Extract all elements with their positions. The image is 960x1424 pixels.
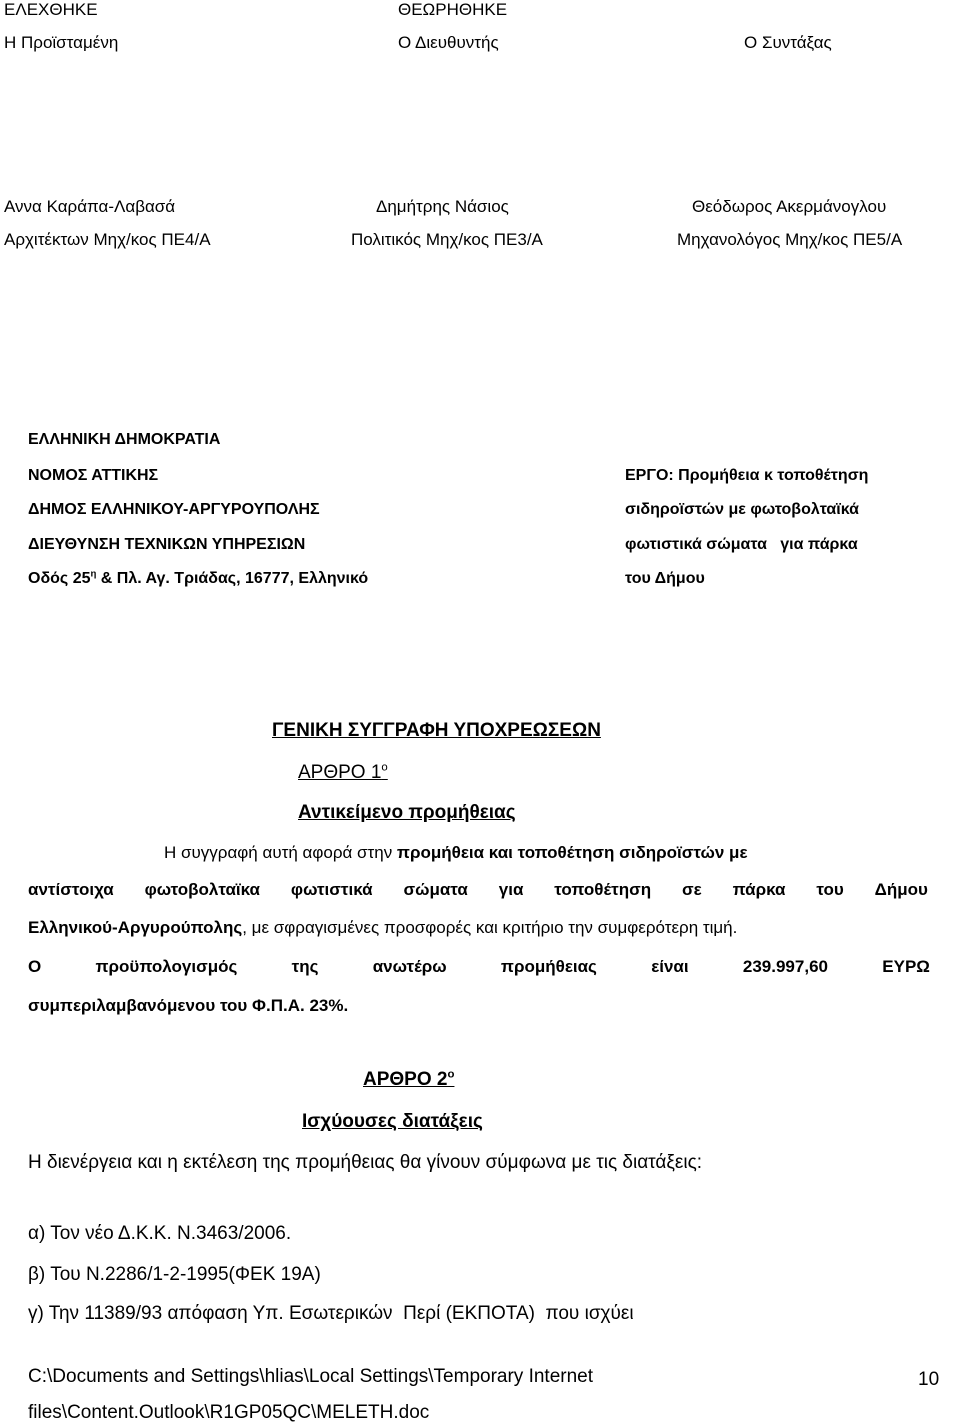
footer-path-line-2: files\Content.Outlook\R1GP05QC\MELETH.doc <box>28 1402 430 1423</box>
p2-line1-word: Ο <box>28 957 42 976</box>
signatory-name-center: Δημήτρης Νάσιος <box>376 197 509 216</box>
paragraph-1-line-2 <box>28 880 928 900</box>
article-1-subtitle: Αντικείμενο προμήθειας <box>298 802 516 823</box>
p2-line1-word: ΕΥΡΩ <box>882 957 930 976</box>
list-item: α) Τον νέο Δ.Κ.Κ. Ν.3463/2006. <box>28 1223 292 1244</box>
p1-line2-word: σε <box>681 880 702 899</box>
project-line-4: του Δήμου <box>625 570 705 587</box>
org-line-1: ΕΛΛΗΝΙΚΗ ΔΗΜΟΚΡΑΤΙΑ <box>28 431 221 448</box>
org-line-4: ΔΙΕΥΘΥΝΣΗ ΤΕΧΝΙΚΩΝ ΥΠΗΡΕΣΙΩΝ <box>28 536 306 553</box>
p1-line2-word: φωτοβολταϊκα <box>144 880 261 899</box>
org-line-3: ΔΗΜΟΣ ΕΛΛΗΝΙΚΟΥ-ΑΡΓΥΡΟΥΠΟΛΗΣ <box>28 501 320 518</box>
paragraph-2-line-1 <box>28 957 930 977</box>
article-2-heading <box>363 1069 454 1091</box>
main-title: ΓΕΝΙΚΗ ΣΥΓΓΡΑΦΗ ΥΠΟΧΡΕΩΣΕΩΝ <box>272 720 601 741</box>
p1-line1-normal: Η συγγραφή αυτή αφορά στην <box>164 843 397 862</box>
p1-line2-word: φωτιστικά <box>290 880 373 899</box>
p2-line1-word: είναι <box>651 957 689 976</box>
project-line-1: ΕΡΓΟ: Προμήθεια κ τοποθέτηση <box>625 467 869 484</box>
article-2-label: ΑΡΘΡΟ 2 <box>363 1069 448 1090</box>
p2-line1-word: προμήθειας <box>500 957 597 976</box>
address-superscript: η <box>90 568 97 580</box>
paragraph-2-line-2: συμπεριλαμβανόμενου του Φ.Π.Α. 23%. <box>28 996 349 1015</box>
p1-line2-word: τοποθέτηση <box>554 880 652 899</box>
status-elexthike: ΕΛΕΧΘΗΚΕ <box>4 0 98 19</box>
org-line-2: ΝΟΜΟΣ ΑΤΤΙΚΗΣ <box>28 467 159 484</box>
signatory-title-right: Μηχανολόγος Μηχ/κος ΠΕ5/Α <box>677 230 903 249</box>
paragraph-3: Η διενέργεια και η εκτέλεση της προμήθειας θα γίνουν σύμφωνα με τις διατάξεις: <box>28 1152 703 1173</box>
list-item: β) Του Ν.2286/1-2-1995(ΦΕΚ 19Α) <box>28 1264 321 1285</box>
p2-line1-word: προϋπολογισμός <box>95 957 238 976</box>
p1-line2-word: Δήμου <box>874 880 928 899</box>
article-1-label: ΑΡΘΡΟ 1 <box>298 762 382 783</box>
footer-path-line-1: C:\Documents and Settings\hlias\Local Settings\Temporary Internet <box>28 1366 594 1387</box>
paragraph-1-line-3 <box>28 918 737 938</box>
signatory-title-left: Αρχιτέκτων Μηχ/κος ΠΕ4/Α <box>4 230 211 249</box>
signatory-name-left: Αννα Καράπα-Λαβασά <box>4 197 176 216</box>
paragraph-1-line-1 <box>164 843 748 863</box>
signatory-name-right: Θεόδωρος Ακερμάνογλου <box>692 197 887 216</box>
p1-line1-bold: προμήθεια και τοποθέτηση σιδηροϊστών με <box>396 843 748 862</box>
address-text-pre: Οδός 25 <box>28 570 91 587</box>
list-item: γ) Την 11389/93 απόφαση Υπ. Εσωτερικών Περί (ΕΚΠΟΤΑ) που ισχύει <box>28 1303 634 1324</box>
p1-line3-bold: Ελληνικού-Αργυρούπολης <box>28 918 243 937</box>
article-1-superscript: ο <box>381 761 388 774</box>
p2-line1-word: 239.997,60 <box>742 957 828 976</box>
org-address <box>28 570 368 588</box>
p1-line2-word: του <box>816 880 844 899</box>
role-syntaksas: Ο Συντάξας <box>744 33 832 52</box>
role-proistameni: Η Προϊσταμένη <box>4 33 119 52</box>
article-1-heading <box>298 762 388 784</box>
p1-line2-word: σώματα <box>403 880 468 899</box>
project-line-2: σιδηροϊστών με φωτοβολταϊκά <box>625 501 859 518</box>
p1-line2-word: πάρκα <box>732 880 786 899</box>
p1-line2-word: αντίστοιχα <box>28 880 114 899</box>
signatory-title-center: Πολιτικός Μηχ/κος ΠΕ3/Α <box>351 230 543 249</box>
status-theorithike: ΘΕΩΡΗΘΗΚΕ <box>398 0 508 19</box>
p1-line3-normal: , με σφραγισμένες προσφορές και κριτήριο την συμφερότερη τιμή. <box>242 918 738 937</box>
article-2-subtitle: Ισχύουσες διατάξεις <box>302 1111 483 1132</box>
p1-line2-word: για <box>498 880 524 899</box>
address-text-post: & Πλ. Αγ. Τριάδας, 16777, Ελληνικό <box>96 570 369 587</box>
project-line-3: φωτιστικά σώματα για πάρκα <box>625 536 858 553</box>
article-2-superscript: ο <box>447 1068 455 1081</box>
role-diefthyntis: Ο Διευθυντής <box>398 33 499 52</box>
p2-line1-word: της <box>291 957 319 976</box>
p2-line1-word: ανωτέρω <box>372 957 447 976</box>
page-number: 10 <box>918 1369 940 1390</box>
